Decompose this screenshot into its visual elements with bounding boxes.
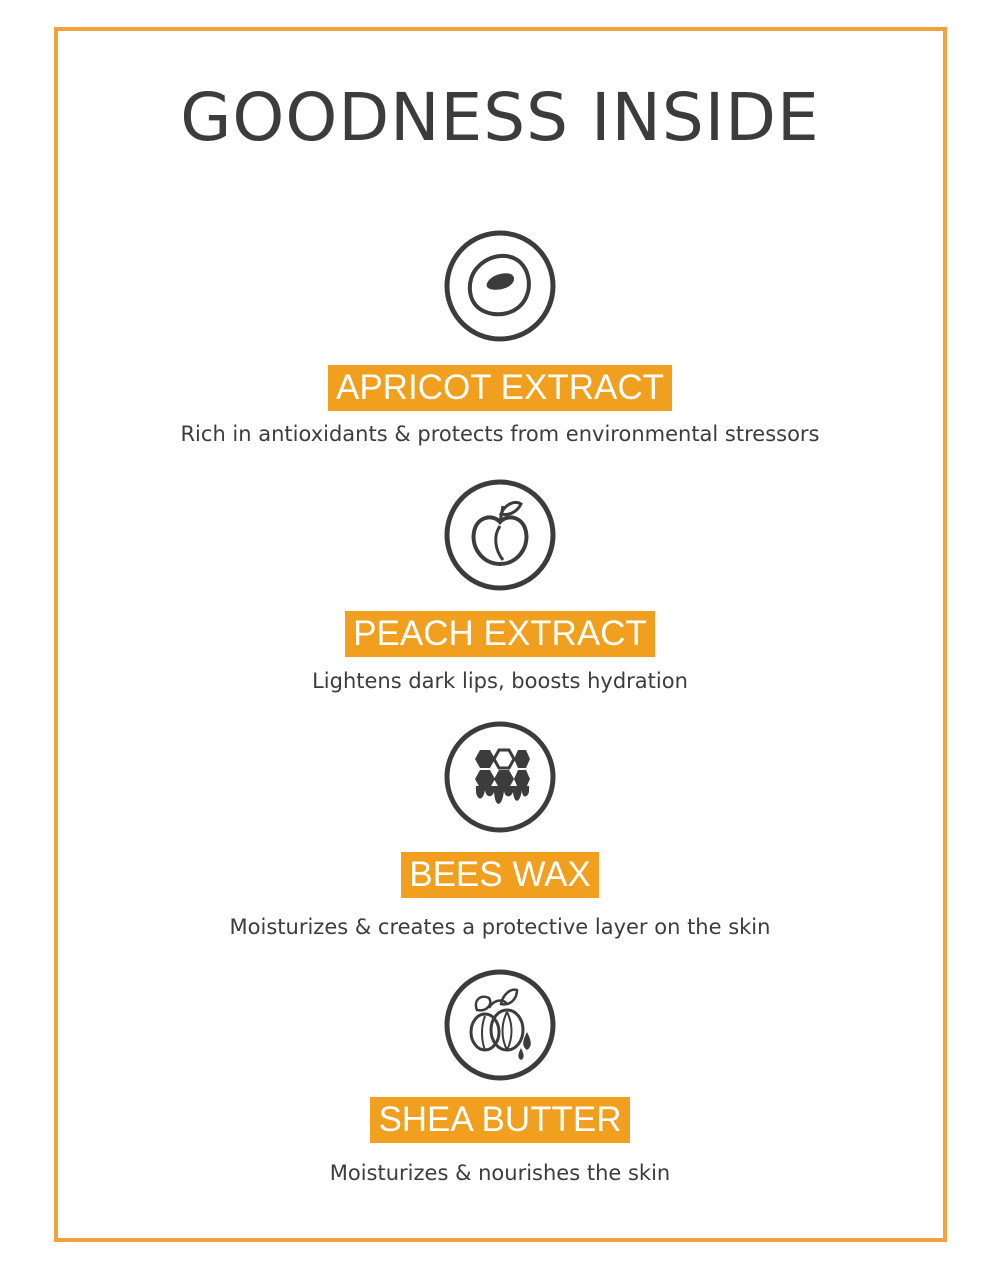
page-title: GOODNESS INSIDE	[180, 79, 820, 156]
apricot-icon	[443, 229, 557, 343]
ingredient-name: APRICOT EXTRACT	[328, 365, 672, 411]
ingredient-description: Rich in antioxidants & protects from environmental stressors	[180, 422, 820, 446]
ingredient-name: BEES WAX	[401, 852, 599, 898]
shea-nut-icon	[443, 968, 557, 1082]
ingredient-name: SHEA BUTTER	[370, 1097, 629, 1143]
ingredient-description: Moisturizes & nourishes the skin	[329, 1161, 671, 1185]
ingredient-description: Moisturizes & creates a protective layer on the skin	[229, 915, 771, 939]
ingredient-name: PEACH EXTRACT	[345, 611, 655, 657]
peach-icon	[443, 478, 557, 592]
honeycomb-icon	[443, 720, 557, 834]
ingredient-description: Lightens dark lips, boosts hydration	[312, 669, 688, 693]
